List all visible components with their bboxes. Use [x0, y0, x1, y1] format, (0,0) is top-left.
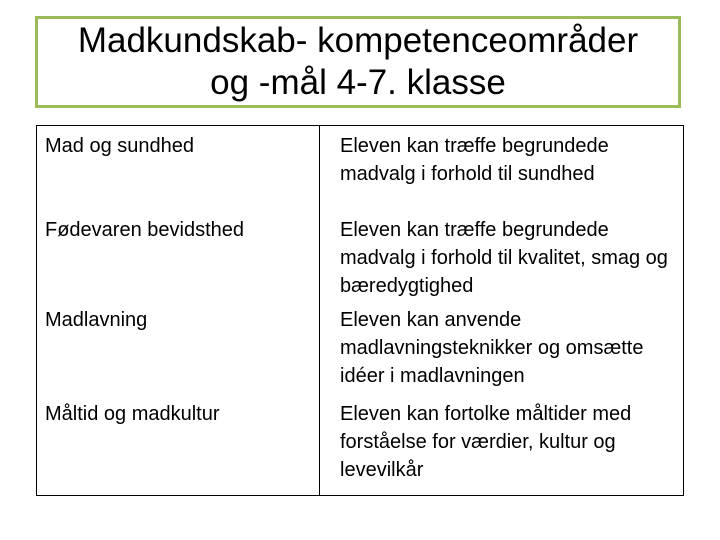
competence-area-cell: Fødevaren bevidsthed [37, 210, 320, 300]
competence-area-cell: Mad og sundhed [37, 126, 320, 211]
table-row [37, 126, 684, 211]
table-row [37, 210, 684, 300]
competence-goal-cell: Eleven kan fortolke måltider med forståelse for værdier, kultur og levevilkår [340, 403, 632, 481]
title-line-1: Madkundskab- kompetenceområder [77, 21, 639, 60]
competence-area-cell: Madlavning [37, 300, 320, 394]
table-row [37, 394, 684, 496]
competence-table [36, 125, 684, 496]
table-row [37, 300, 684, 394]
page-title [78, 20, 638, 104]
competence-area-cell: Måltid og madkultur [37, 394, 320, 496]
competence-goal-cell: Eleven kan træffe begrundede madvalg i forhold til kvalitet, smag og bæredygtighed [340, 219, 668, 297]
title-line-2: og -mål 4-7. klasse [210, 63, 506, 102]
competence-goal-cell: Eleven kan anvende madlavningsteknikker og omsætte idéer i madlavningen [340, 309, 644, 387]
competence-goal-cell: Eleven kan træffe begrundede madvalg i forhold til sundhed [340, 135, 609, 185]
title-box [35, 16, 681, 108]
